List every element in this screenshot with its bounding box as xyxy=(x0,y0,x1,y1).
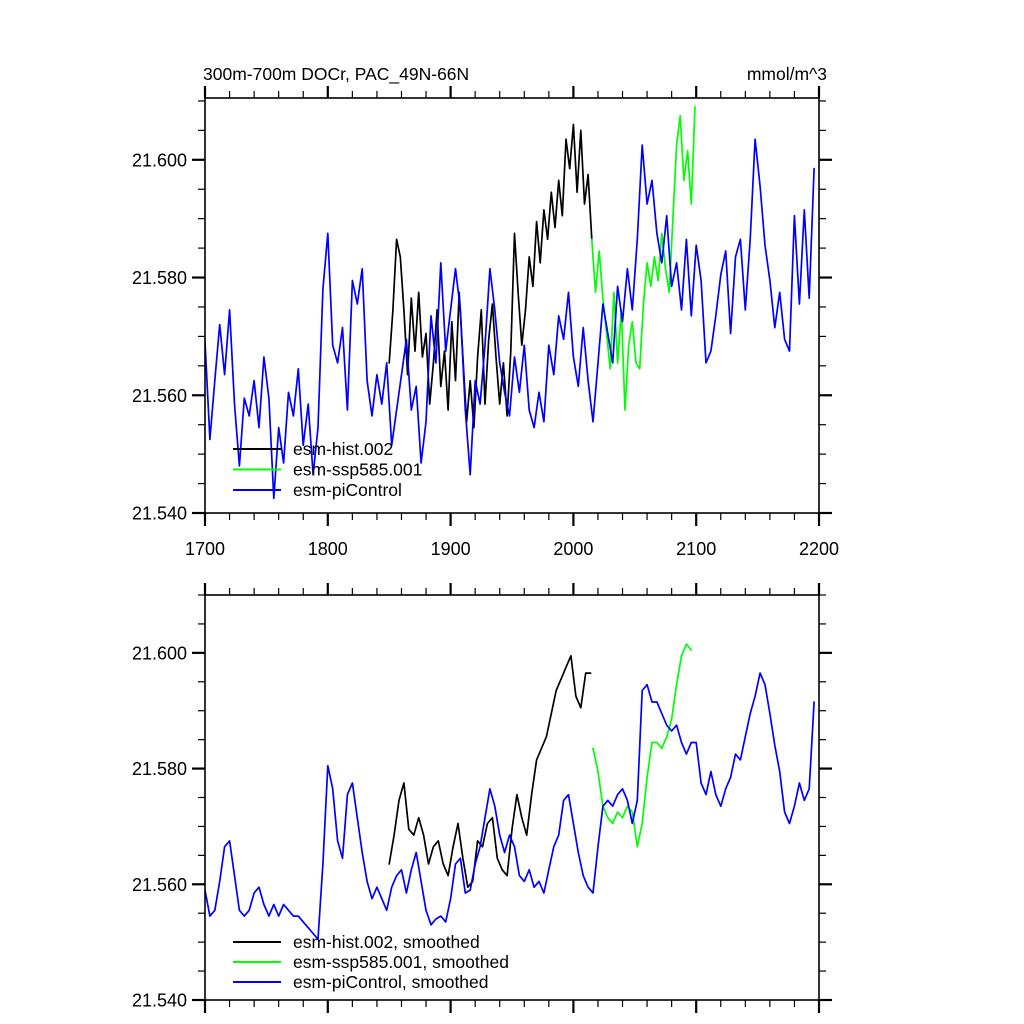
panel-top xyxy=(132,64,839,559)
y-tick-label: 21.540 xyxy=(131,990,187,1011)
x-tick-label: 2000 xyxy=(553,539,594,559)
legend-label: esm-ssp585.001 xyxy=(293,459,423,480)
legend-label: esm-piControl xyxy=(293,480,402,500)
units-label: mmol/m^3 xyxy=(746,64,827,84)
y-tick-label: 21.580 xyxy=(131,268,187,289)
y-tick-label: 21.560 xyxy=(131,874,187,895)
panel-bottom xyxy=(132,583,832,1013)
x-tick-label: 1700 xyxy=(184,539,226,559)
y-tick-label: 21.600 xyxy=(131,643,187,664)
series-line-esm-picontrol-smoothed xyxy=(205,673,814,939)
y-tick-label: 21.560 xyxy=(131,385,187,406)
series-group xyxy=(205,644,814,939)
y-tick-label: 21.580 xyxy=(131,759,187,780)
y-tick-label: 21.540 xyxy=(131,503,187,524)
series-line-esm-hist-002-smoothed xyxy=(389,656,590,887)
x-tick-label: 2100 xyxy=(676,539,717,559)
legend-label: esm-piControl, smoothed xyxy=(293,972,489,992)
axis-ticks xyxy=(192,583,832,1013)
legend xyxy=(233,932,509,992)
legend xyxy=(233,439,422,500)
x-tick-label: 2200 xyxy=(798,539,840,559)
legend-label: esm-hist.002 xyxy=(293,439,394,459)
chart-title: 300m-700m DOCr, PAC_49N-66N xyxy=(203,64,470,84)
legend-label: esm-hist.002, smoothed xyxy=(293,932,480,952)
x-tick-label: 1800 xyxy=(307,539,348,559)
legend-label: esm-ssp585.001, smoothed xyxy=(293,952,509,972)
x-tick-label: 1900 xyxy=(430,539,471,559)
series-line-esm-ssp585-001-smoothed xyxy=(593,644,691,847)
y-tick-label: 21.600 xyxy=(131,150,187,171)
